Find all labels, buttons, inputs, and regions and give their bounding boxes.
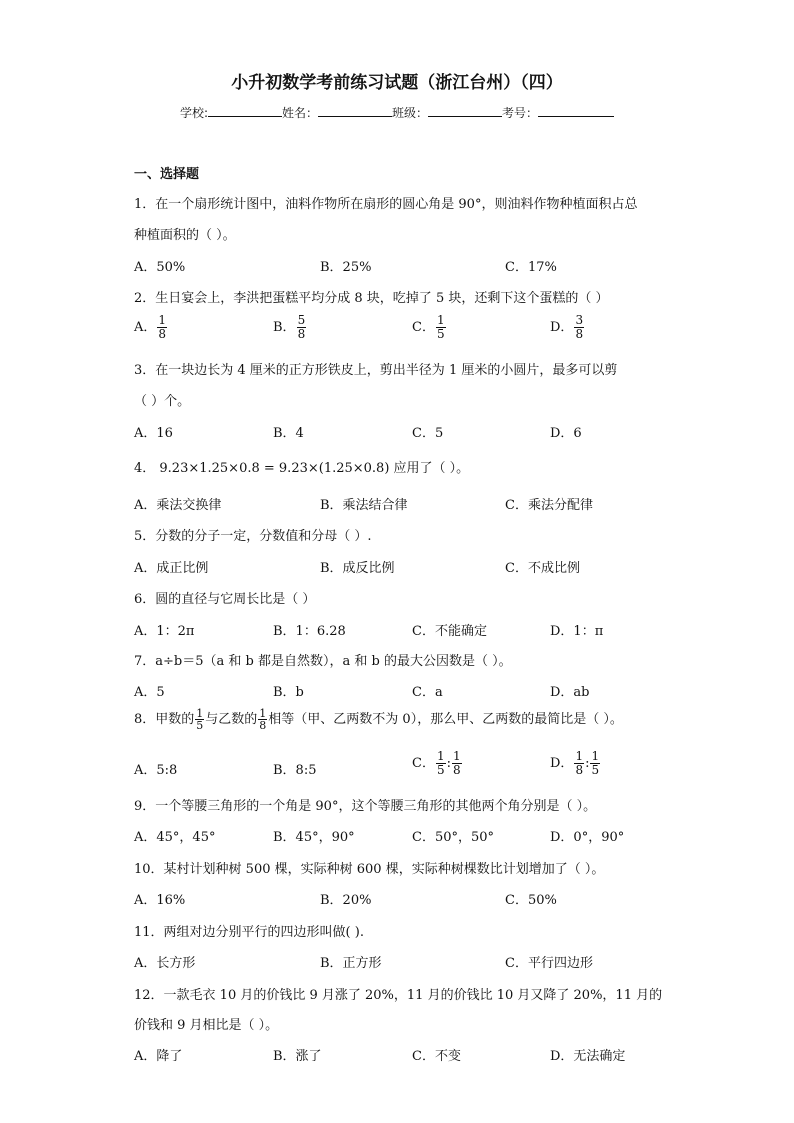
question-4-option-b: B．乘法结合律 bbox=[320, 498, 408, 513]
question-6-option-c: C．不能确定 bbox=[412, 624, 487, 639]
question-10-line-1: 10．某村计划种树 500 棵，实际种树 600 棵，实际种树棵数比计划增加了（ ）。 bbox=[134, 862, 605, 877]
question-5-option-b: B．成反比例 bbox=[320, 561, 395, 576]
question-8-option-d: D． $\frac{1}{8}$ : $\frac{1}{5}$ bbox=[550, 749, 600, 777]
question-2-options bbox=[0, 314, 794, 344]
name-label: 姓名： bbox=[282, 106, 319, 120]
question-9-line-1: 9．一个等腰三角形的一个角是 90°，这个等腰三角形的其他两个角分别是（ ）。 bbox=[134, 799, 597, 814]
question-1-line-1: 1．在一个扇形统计图中，油料作物所在扇形的圆心角是 90°，则油料作物种植面积占总 bbox=[134, 197, 638, 212]
question-11-option-b: B．正方形 bbox=[320, 956, 382, 971]
question-4-option-a: A．乘法交换律 bbox=[134, 498, 222, 513]
fraction: $\frac{1}{8}$ bbox=[575, 749, 584, 777]
question-8-options bbox=[0, 750, 794, 780]
class-blank bbox=[428, 104, 502, 117]
page-title: 小升初数学考前练习试题（浙江台州）（四） bbox=[231, 73, 563, 93]
exam-no-blank bbox=[538, 104, 614, 117]
question-7-options bbox=[0, 681, 794, 711]
question-7-line-1: 7．a÷b＝5（a 和 b 都是自然数），a 和 b 的最大公因数是（ ）。 bbox=[134, 654, 512, 669]
question-8-option-b: B．8:5 bbox=[273, 763, 317, 778]
question-4-options bbox=[0, 494, 794, 524]
question-2-option-a: A． $\frac{1}{8}$ bbox=[134, 313, 167, 341]
question-2-option-b: B． $\frac{5}{8}$ bbox=[273, 313, 306, 341]
question-8-option-a: A．5:8 bbox=[134, 763, 178, 778]
section-title: 一、选择题 bbox=[134, 167, 200, 182]
question-1-options bbox=[0, 256, 794, 286]
fraction: $\frac{1}{5}$ bbox=[591, 749, 600, 777]
question-9-option-a: A．45°，45° bbox=[134, 830, 216, 845]
question-5-line-1: 5．分数的分子一定，分数值和分母（ ）. bbox=[134, 529, 372, 544]
question-4-option-c: C．乘法分配律 bbox=[505, 498, 593, 513]
question-6-option-a: A．1：2π bbox=[134, 624, 195, 639]
question-5-option-a: A．成正比例 bbox=[134, 561, 209, 576]
question-6-option-b: B．1：6.28 bbox=[273, 624, 346, 639]
question-11-options bbox=[0, 952, 794, 982]
school-blank bbox=[208, 104, 282, 117]
question-2-option-c: C． $\frac{1}{5}$ bbox=[412, 313, 445, 341]
question-6-options bbox=[0, 620, 794, 650]
question-5-option-c: C．不成比例 bbox=[505, 561, 580, 576]
question-7-option-b: B．b bbox=[273, 685, 304, 700]
student-info-line bbox=[0, 104, 794, 121]
fraction: $\frac{1}{8}$ bbox=[452, 749, 461, 777]
question-1-option-b: B．25% bbox=[320, 260, 372, 275]
question-11-option-c: C．平行四边形 bbox=[505, 956, 593, 971]
question-3-option-d: D．6 bbox=[550, 426, 582, 441]
question-6-line-1: 6．圆的直径与它周长比是（ ） bbox=[134, 592, 316, 607]
question-9-option-c: C．50°，50° bbox=[412, 830, 495, 845]
question-3-options bbox=[0, 422, 794, 452]
school-label: 学校: bbox=[179, 106, 208, 120]
question-1-option-a: A．50% bbox=[134, 260, 186, 275]
question-2-option-d: D． $\frac{3}{8}$ bbox=[550, 313, 584, 341]
question-10-option-c: C．50% bbox=[505, 893, 557, 908]
fraction: $\frac{3}{8}$ bbox=[575, 313, 584, 341]
question-10-option-a: A．16% bbox=[134, 893, 186, 908]
question-7-option-d: D．ab bbox=[550, 685, 590, 700]
fraction: $\frac{1}{5}$ bbox=[436, 749, 445, 777]
question-3-line-2: （ ）个。 bbox=[134, 394, 191, 409]
question-7-option-a: A．5 bbox=[134, 685, 165, 700]
question-7-option-c: C．a bbox=[412, 685, 443, 700]
question-11-line-1: 11．两组对边分别平行的四边形叫做( ). bbox=[134, 925, 364, 940]
class-label: 班级： bbox=[392, 106, 429, 120]
fraction: $\frac{5}{8}$ bbox=[297, 313, 306, 341]
question-12-option-d: D．无法确定 bbox=[550, 1049, 626, 1064]
question-9-option-d: D．0°，90° bbox=[550, 830, 625, 845]
question-8-line-1: 8．甲数的 $\frac{1}{5}$ 与乙数的 $\frac{1}{8}$ 相等（甲、乙两数不为 0），那么甲、乙两数的最简比是（ ）。 bbox=[134, 707, 623, 732]
question-4-line-1: 4． 9.23×1.25×0.8 = 9.23×(1.25×0.8) 应用了（ ）。 bbox=[134, 461, 470, 476]
question-12-option-a: A．降了 bbox=[134, 1049, 183, 1064]
fraction: $\frac{1}{5}$ bbox=[436, 313, 445, 341]
question-12-option-b: B．涨了 bbox=[273, 1049, 322, 1064]
question-3-option-c: C．5 bbox=[412, 426, 444, 441]
question-2-line-1: 2．生日宴会上，李洪把蛋糕平均分成 8 块，吃掉了 5 块，还剩下这个蛋糕的（ ） bbox=[134, 291, 609, 306]
question-10-options bbox=[0, 889, 794, 919]
exam-no-label: 考号： bbox=[502, 106, 539, 120]
question-11-option-a: A．长方形 bbox=[134, 956, 196, 971]
question-1-option-c: C．17% bbox=[505, 260, 557, 275]
question-6-option-d: D．1：π bbox=[550, 624, 604, 639]
question-3-option-a: A．16 bbox=[134, 426, 173, 441]
name-blank bbox=[318, 104, 392, 117]
question-1-line-2: 种植面积的（ ）。 bbox=[134, 228, 236, 243]
question-5-options bbox=[0, 557, 794, 587]
question-12-line-2: 价钱和 9 月相比是（ ）。 bbox=[134, 1018, 279, 1033]
question-12-options bbox=[0, 1045, 794, 1075]
question-12-line-1: 12．一款毛衣 10 月的价钱比 9 月涨了 20%，11 月的价钱比 10 月又降了 20%，11 月的 bbox=[134, 988, 663, 1003]
fraction: $\frac{1}{8}$ bbox=[158, 313, 167, 341]
question-3-option-b: B．4 bbox=[273, 426, 304, 441]
fraction: $\frac{1}{8}$ bbox=[259, 707, 267, 732]
question-9-options bbox=[0, 826, 794, 856]
question-12-option-c: C．不变 bbox=[412, 1049, 461, 1064]
fraction: $\frac{1}{5}$ bbox=[196, 707, 204, 732]
question-10-option-b: B．20% bbox=[320, 893, 372, 908]
question-3-line-1: 3．在一块边长为 4 厘米的正方形铁皮上，剪出半径为 1 厘米的小圆片，最多可以剪 bbox=[134, 363, 618, 378]
question-9-option-b: B．45°，90° bbox=[273, 830, 355, 845]
question-8-option-c: C． $\frac{1}{5}$ : $\frac{1}{8}$ bbox=[412, 749, 461, 777]
